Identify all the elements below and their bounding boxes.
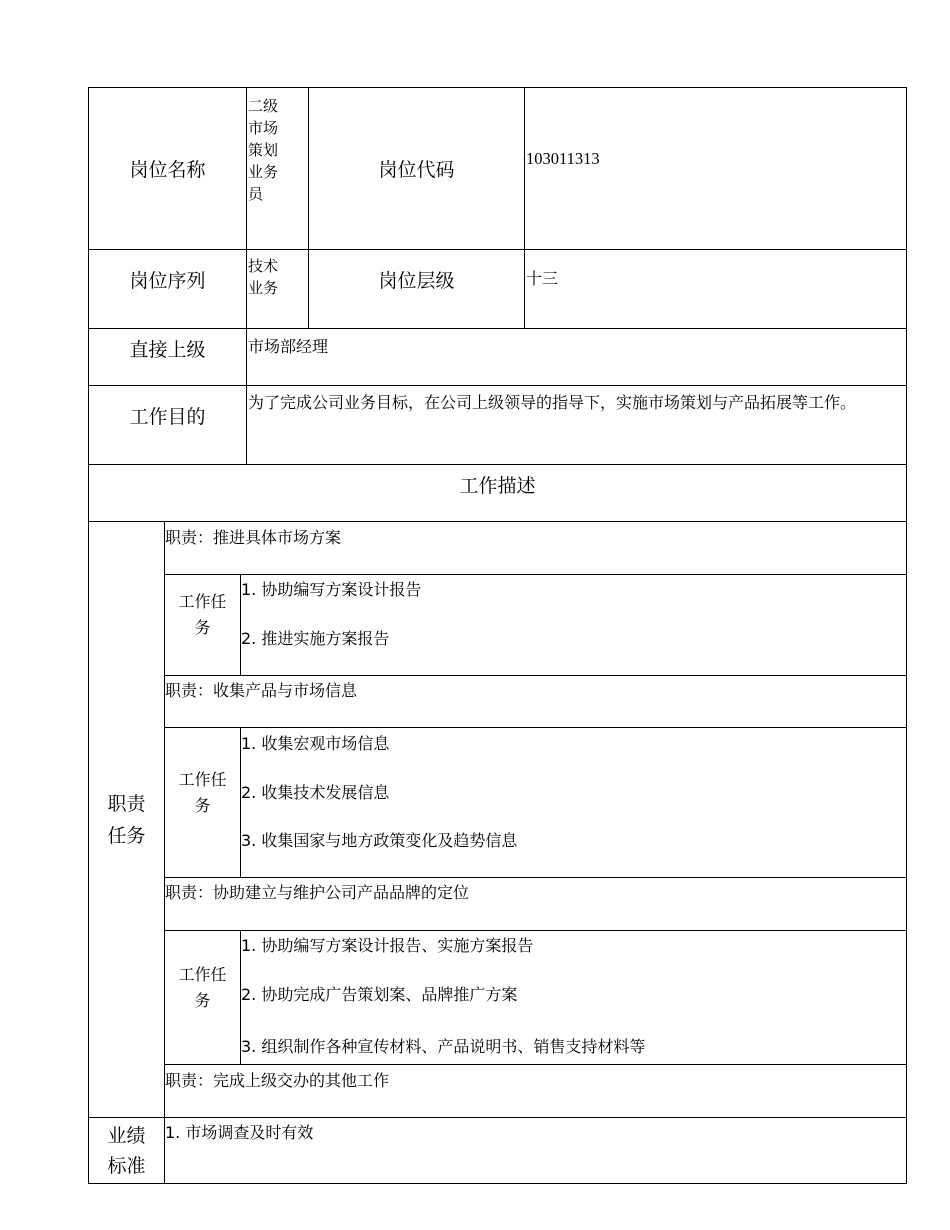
task-label bbox=[165, 767, 240, 819]
post-code-value: 103011313 bbox=[526, 149, 600, 168]
purpose-label: 工作目的 bbox=[129, 405, 206, 428]
task-item: 2. 推进实施方案报告 bbox=[241, 629, 390, 648]
post-level-label: 岗位层级 bbox=[378, 269, 455, 292]
post-series-label: 岗位序列 bbox=[129, 269, 206, 292]
task-label-text: 工作任务 bbox=[178, 965, 227, 1010]
duty-title: 职责：推进具体市场方案 bbox=[165, 528, 342, 547]
column-divider bbox=[246, 87, 247, 465]
section-title-work-description: 工作描述 bbox=[459, 474, 536, 497]
task-label-text: 工作任务 bbox=[178, 770, 227, 815]
row-divider bbox=[164, 574, 907, 575]
duty-title: 职责：收集产品与市场信息 bbox=[165, 681, 358, 700]
superior-value: 市场部经理 bbox=[248, 337, 329, 356]
duties-section-label bbox=[89, 522, 164, 1117]
task-label-text: 工作任务 bbox=[178, 592, 227, 637]
task-label bbox=[165, 962, 240, 1014]
post-name-value: 二级市场策划业务员 bbox=[248, 97, 279, 203]
row-divider bbox=[164, 1064, 907, 1065]
post-name-label: 岗位名称 bbox=[129, 159, 206, 181]
row-divider bbox=[88, 1117, 907, 1118]
row-divider bbox=[164, 727, 907, 728]
row-divider bbox=[164, 930, 907, 931]
purpose-value: 为了完成公司业务目标，在公司上级领导的指导下，实施市场策划与产品拓展等工作。 bbox=[248, 393, 857, 412]
performance-item: 1. 市场调查及时有效 bbox=[165, 1123, 314, 1142]
task-item: 2. 收集技术发展信息 bbox=[241, 783, 390, 802]
column-divider bbox=[524, 87, 525, 329]
row-divider bbox=[88, 521, 907, 522]
performance-label-text: 业绩标准 bbox=[107, 1124, 146, 1177]
duty-title: 职责：协助建立与维护公司产品品牌的定位 bbox=[165, 883, 470, 902]
duties-section-label-text: 职责任务 bbox=[107, 792, 146, 847]
performance-label bbox=[89, 1118, 164, 1183]
task-item: 3. 收集国家与地方政策变化及趋势信息 bbox=[241, 831, 518, 850]
task-item: 1. 协助编写方案设计报告、实施方案报告 bbox=[241, 936, 534, 955]
row-divider bbox=[164, 877, 907, 878]
row-divider bbox=[164, 675, 907, 676]
superior-label: 直接上级 bbox=[129, 338, 206, 361]
post-series-value: 技术业务 bbox=[248, 257, 279, 297]
task-item: 1. 收集宏观市场信息 bbox=[241, 734, 390, 753]
post-code-label: 岗位代码 bbox=[378, 159, 455, 181]
task-item: 2. 协助完成广告策划案、品牌推广方案 bbox=[241, 985, 518, 1004]
duty-title: 职责：完成上级交办的其他工作 bbox=[165, 1071, 390, 1090]
post-level-value: 十三 bbox=[526, 269, 559, 288]
task-item: 1. 协助编写方案设计报告 bbox=[241, 580, 422, 599]
table-border-right bbox=[906, 87, 907, 1184]
task-label bbox=[165, 589, 240, 641]
task-item: 3. 组织制作各种宣传材料、产品说明书、销售支持材料等 bbox=[241, 1037, 646, 1056]
table-border-bottom bbox=[88, 1183, 907, 1184]
